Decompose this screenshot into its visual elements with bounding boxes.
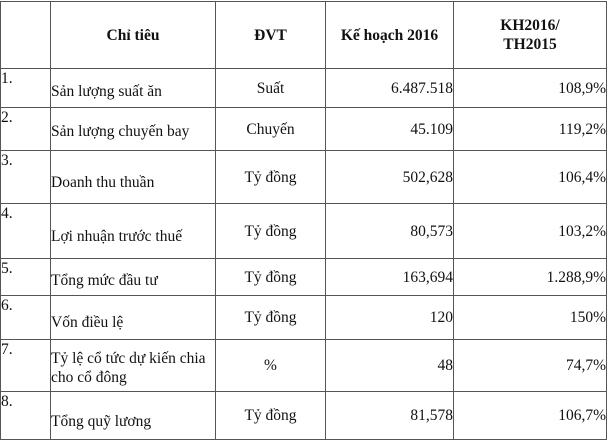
row-number: 8. bbox=[1, 392, 51, 440]
table-row bbox=[1, 296, 607, 340]
row-unit: Tỷ đồng bbox=[216, 296, 326, 340]
row-number: 7. bbox=[1, 340, 51, 392]
row-plan-value: 502,628 bbox=[326, 151, 454, 204]
row-indicator: Tỷ lệ cổ tức dự kiến chia cho cổ đông bbox=[51, 349, 206, 386]
table-row bbox=[1, 151, 607, 204]
table-row bbox=[1, 259, 607, 296]
row-unit: Suất bbox=[216, 69, 326, 108]
row-number: 3. bbox=[1, 151, 51, 204]
row-ratio: 119,2% bbox=[454, 108, 607, 151]
row-indicator: Sản lượng suất ăn bbox=[51, 82, 162, 100]
row-unit: Tỷ đồng bbox=[216, 259, 326, 296]
row-ratio: 74,7% bbox=[454, 340, 607, 392]
table-row bbox=[1, 392, 607, 440]
row-plan-value: 81,578 bbox=[326, 392, 454, 440]
row-indicator: Lợi nhuận trước thuế bbox=[51, 227, 183, 245]
row-unit: Tỷ đồng bbox=[216, 392, 326, 440]
header-no bbox=[1, 2, 51, 69]
row-ratio: 103,2% bbox=[454, 204, 607, 259]
row-number: 1. bbox=[1, 69, 51, 108]
row-plan-value: 120 bbox=[326, 296, 454, 340]
header-indicator: Chỉ tiêu bbox=[51, 2, 216, 69]
row-ratio: 106,7% bbox=[454, 392, 607, 440]
row-unit: % bbox=[216, 340, 326, 392]
row-indicator: Tổng quỹ lương bbox=[51, 413, 152, 430]
table-row bbox=[1, 69, 607, 108]
plan-table bbox=[0, 1, 607, 440]
header-ratio-line2: TH2015 bbox=[503, 36, 557, 53]
row-ratio: 1.288,9% bbox=[454, 259, 607, 296]
row-indicator: Doanh thu thuần bbox=[51, 173, 155, 191]
table-header-row bbox=[1, 2, 607, 69]
row-number: 2. bbox=[1, 108, 51, 151]
table-row bbox=[1, 204, 607, 259]
table-row bbox=[1, 340, 607, 392]
header-plan: Kế hoạch 2016 bbox=[326, 2, 454, 69]
row-ratio: 106,4% bbox=[454, 151, 607, 204]
row-indicator: Tổng mức đầu tư bbox=[51, 271, 158, 289]
row-number: 6. bbox=[1, 296, 51, 340]
row-plan-value: 48 bbox=[326, 340, 454, 392]
row-indicator: Vốn điều lệ bbox=[51, 314, 124, 331]
row-unit: Chuyến bbox=[216, 108, 326, 151]
header-ratio bbox=[454, 2, 607, 69]
row-ratio: 108,9% bbox=[454, 69, 607, 108]
row-number: 5. bbox=[1, 259, 51, 296]
row-unit: Tỷ đồng bbox=[216, 151, 326, 204]
row-indicator: Sản lượng chuyến bay bbox=[51, 122, 190, 140]
row-plan-value: 45.109 bbox=[326, 108, 454, 151]
header-ratio-line1: KH2016/ bbox=[500, 17, 560, 34]
table-row bbox=[1, 108, 607, 151]
header-unit: ĐVT bbox=[216, 2, 326, 69]
row-number: 4. bbox=[1, 204, 51, 259]
row-plan-value: 6.487.518 bbox=[326, 69, 454, 108]
row-ratio: 150% bbox=[454, 296, 607, 340]
row-plan-value: 163,694 bbox=[326, 259, 454, 296]
row-unit: Tỷ đồng bbox=[216, 204, 326, 259]
row-plan-value: 80,573 bbox=[326, 204, 454, 259]
